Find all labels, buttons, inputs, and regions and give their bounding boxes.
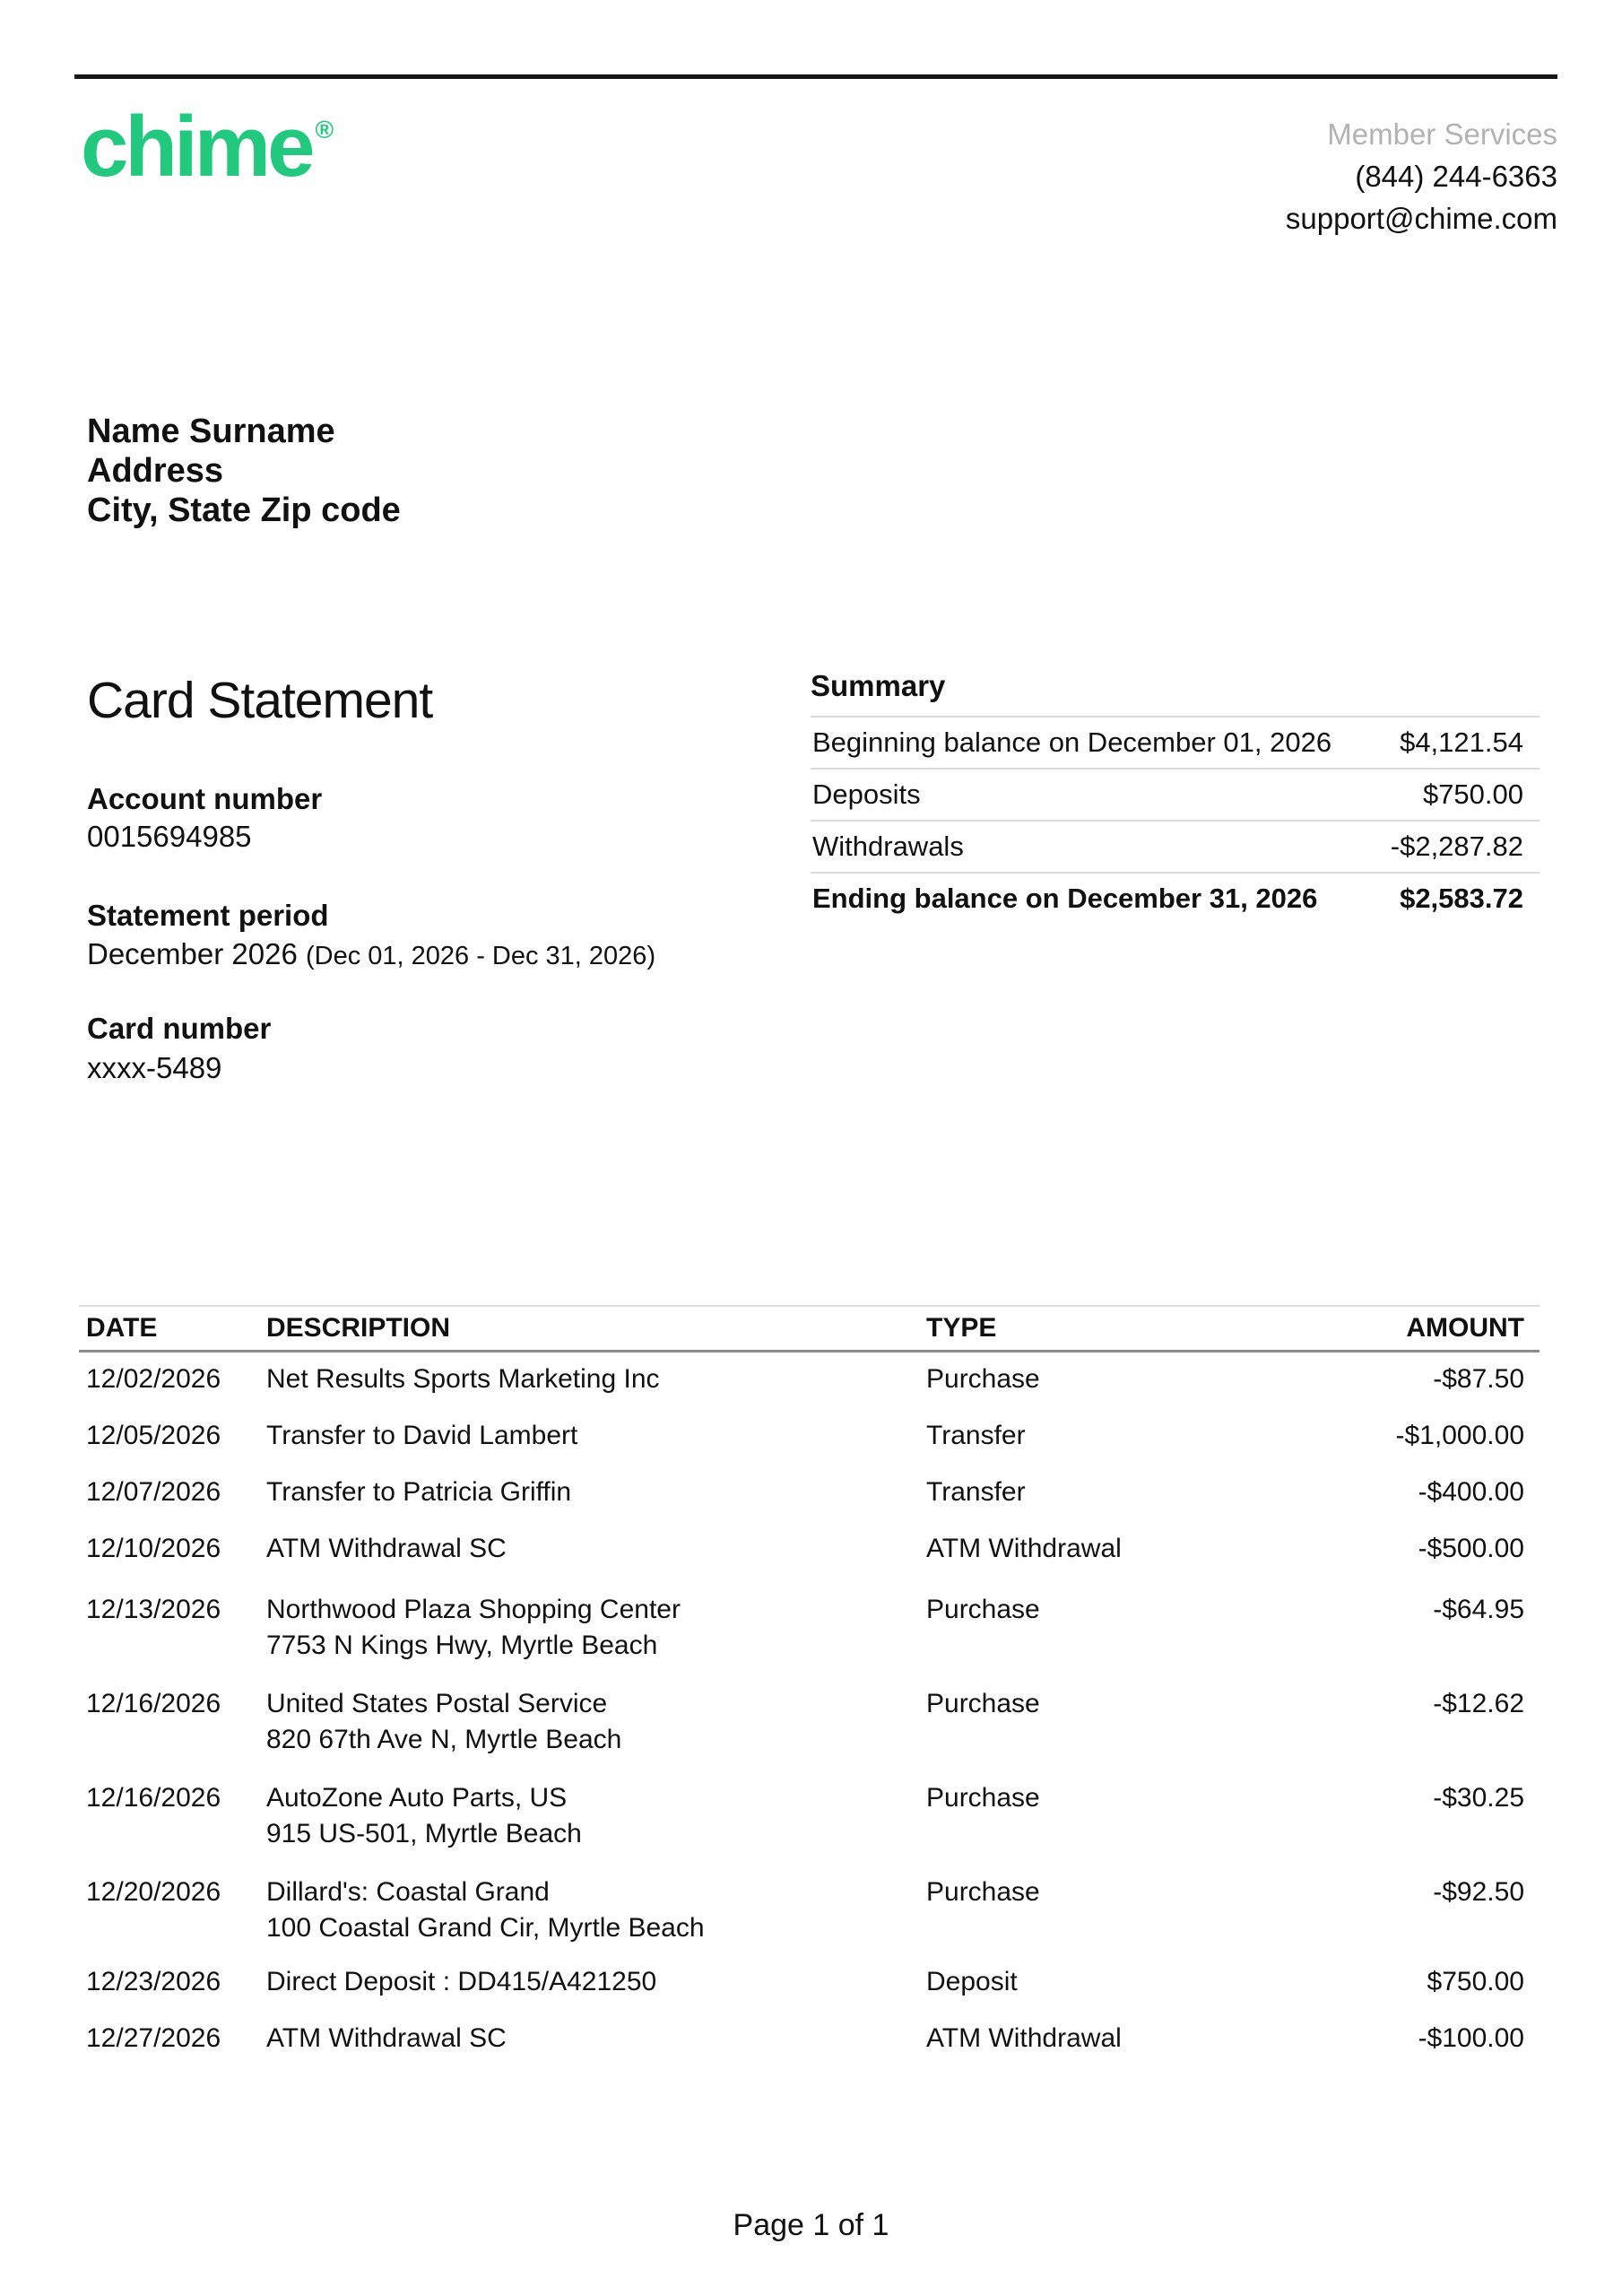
column-header-description: DESCRIPTION: [266, 1313, 451, 1343]
recipient-name: Name Surname: [87, 413, 335, 450]
cell-description-line1: Dillard's: Coastal Grand: [266, 1877, 550, 1907]
registered-trademark-symbol: ®: [315, 116, 334, 144]
cell-description-line1: Northwood Plaza Shopping Center: [266, 1595, 681, 1624]
cell-description-line1: AutoZone Auto Parts, US: [266, 1783, 568, 1813]
cell-description-line2: 915 US-501, Myrtle Beach: [266, 1819, 582, 1848]
transaction-rows: [79, 1352, 1540, 2068]
recipient-city-state-zip: City, State Zip code: [87, 491, 401, 529]
summary-row-value: -$2,287.82: [1390, 831, 1523, 862]
cell-description: [266, 1783, 926, 1849]
summary-row-value: $2,583.72: [1400, 883, 1523, 914]
member-services-label: Member Services: [1327, 117, 1557, 151]
table-header-row: [79, 1307, 1540, 1352]
cell-type: Purchase: [926, 1595, 1040, 1624]
summary-row: [811, 768, 1540, 820]
cell-date: 12/13/2026: [86, 1595, 221, 1624]
cell-date: 12/16/2026: [86, 1689, 221, 1718]
statement-period-value: [87, 937, 655, 973]
summary-heading: Summary: [811, 669, 946, 702]
chime-logo: [81, 99, 334, 195]
cell-date: 12/20/2026: [86, 1877, 221, 1907]
cell-description: [266, 1364, 926, 1395]
cell-description: [266, 1534, 926, 1564]
summary-section: [811, 669, 1540, 924]
cell-amount: -$100.00: [1418, 2023, 1524, 2053]
statement-period-main: December 2026: [87, 937, 298, 970]
account-number-value: 0015694985: [87, 820, 252, 853]
table-row: [79, 1578, 1540, 1673]
cell-description-line1: Transfer to David Lambert: [266, 1421, 578, 1450]
recipient-address: Address: [87, 452, 224, 490]
cell-type: Deposit: [926, 1967, 1018, 1996]
summary-row: [811, 716, 1540, 768]
column-header-amount: AMOUNT: [1406, 1313, 1524, 1343]
cell-type: Purchase: [926, 1783, 1040, 1813]
cell-amount: -$92.50: [1433, 1877, 1524, 1907]
cell-description: [266, 2023, 926, 2054]
cell-date: 12/16/2026: [86, 1783, 221, 1813]
cell-amount: -$30.25: [1433, 1783, 1524, 1813]
column-header-type: TYPE: [926, 1313, 997, 1343]
card-number-value: xxxx-5489: [87, 1051, 222, 1084]
cell-description-line2: 820 67th Ave N, Myrtle Beach: [266, 1725, 622, 1754]
summary-row-label: Beginning balance on December 01, 2026: [812, 726, 1332, 758]
summary-row-label: Deposits: [812, 778, 921, 810]
cell-description-line1: United States Postal Service: [266, 1689, 608, 1718]
cell-amount: -$64.95: [1433, 1595, 1524, 1624]
summary-row-value: $750.00: [1422, 778, 1523, 810]
statement-period-detail: (Dec 01, 2026 - Dec 31, 2026): [305, 942, 656, 970]
cell-description-line1: Direct Deposit : DD415/A421250: [266, 1967, 657, 1996]
summary-row-label: Withdrawals: [812, 831, 964, 862]
cell-type: Purchase: [926, 1689, 1040, 1718]
cell-type: Transfer: [926, 1421, 1026, 1450]
cell-description-line2: 7753 N Kings Hwy, Myrtle Beach: [266, 1631, 658, 1660]
cell-description-line1: ATM Withdrawal SC: [266, 2023, 507, 2053]
cell-type: Purchase: [926, 1364, 1040, 1394]
cell-date: 12/27/2026: [86, 2023, 221, 2053]
cell-description-line1: ATM Withdrawal SC: [266, 1534, 507, 1563]
cell-type: ATM Withdrawal: [926, 2023, 1122, 2053]
summary-row-label: Ending balance on December 31, 2026: [812, 883, 1318, 914]
page-number-text: Page 1 of 1: [733, 2208, 889, 2242]
summary-row-value: $4,121.54: [1400, 726, 1523, 758]
table-row: [79, 2012, 1540, 2068]
table-row: [79, 1409, 1540, 1465]
cell-description: [266, 1477, 926, 1508]
cell-amount: -$400.00: [1418, 1477, 1524, 1507]
table-row: [79, 1522, 1540, 1578]
cell-date: 12/23/2026: [86, 1967, 221, 1996]
table-row: [79, 1767, 1540, 1861]
cell-type: Purchase: [926, 1877, 1040, 1907]
page-title: Card Statement: [87, 672, 433, 729]
cell-description: [266, 1967, 926, 1997]
cell-description: [266, 1421, 926, 1451]
cell-description-line1: Net Results Sports Marketing Inc: [266, 1364, 660, 1394]
table-row: [79, 1955, 1540, 2012]
table-row: [79, 1352, 1540, 1409]
cell-description: [266, 1877, 926, 1944]
cell-amount: -$1,000.00: [1395, 1421, 1524, 1450]
cell-description: [266, 1689, 926, 1755]
cell-description-line1: Transfer to Patricia Griffin: [266, 1477, 572, 1507]
table-row: [79, 1673, 1540, 1767]
cell-date: 12/07/2026: [86, 1477, 221, 1507]
summary-row: [811, 820, 1540, 872]
member-services-phone: (844) 244-6363: [1355, 160, 1557, 193]
column-header-date: DATE: [86, 1313, 158, 1343]
recipient-address-block: [87, 412, 401, 530]
table-row: [79, 1861, 1540, 1955]
member-services-block: [1286, 113, 1557, 239]
table-row: [79, 1465, 1540, 1522]
top-divider-rule: [74, 74, 1557, 79]
cell-description-line2: 100 Coastal Grand Cir, Myrtle Beach: [266, 1913, 705, 1943]
member-services-email: support@chime.com: [1285, 202, 1557, 235]
account-number-label: Account number: [87, 782, 323, 815]
statement-period-label: Statement period: [87, 899, 329, 932]
cell-type: ATM Withdrawal: [926, 1534, 1122, 1563]
chime-wordmark: chime: [81, 99, 312, 195]
cell-date: 12/05/2026: [86, 1421, 221, 1450]
cell-amount: -$12.62: [1433, 1689, 1524, 1718]
card-number-label: Card number: [87, 1012, 272, 1045]
summary-rows: [811, 716, 1540, 924]
cell-amount: -$87.50: [1433, 1364, 1524, 1394]
cell-amount: -$500.00: [1418, 1534, 1524, 1563]
summary-row: [811, 872, 1540, 924]
cell-description: [266, 1595, 926, 1661]
cell-type: Transfer: [926, 1477, 1026, 1507]
cell-amount: $750.00: [1427, 1967, 1524, 1996]
transactions-table: [79, 1305, 1540, 2068]
cell-date: 12/10/2026: [86, 1534, 221, 1563]
cell-date: 12/02/2026: [86, 1364, 221, 1394]
